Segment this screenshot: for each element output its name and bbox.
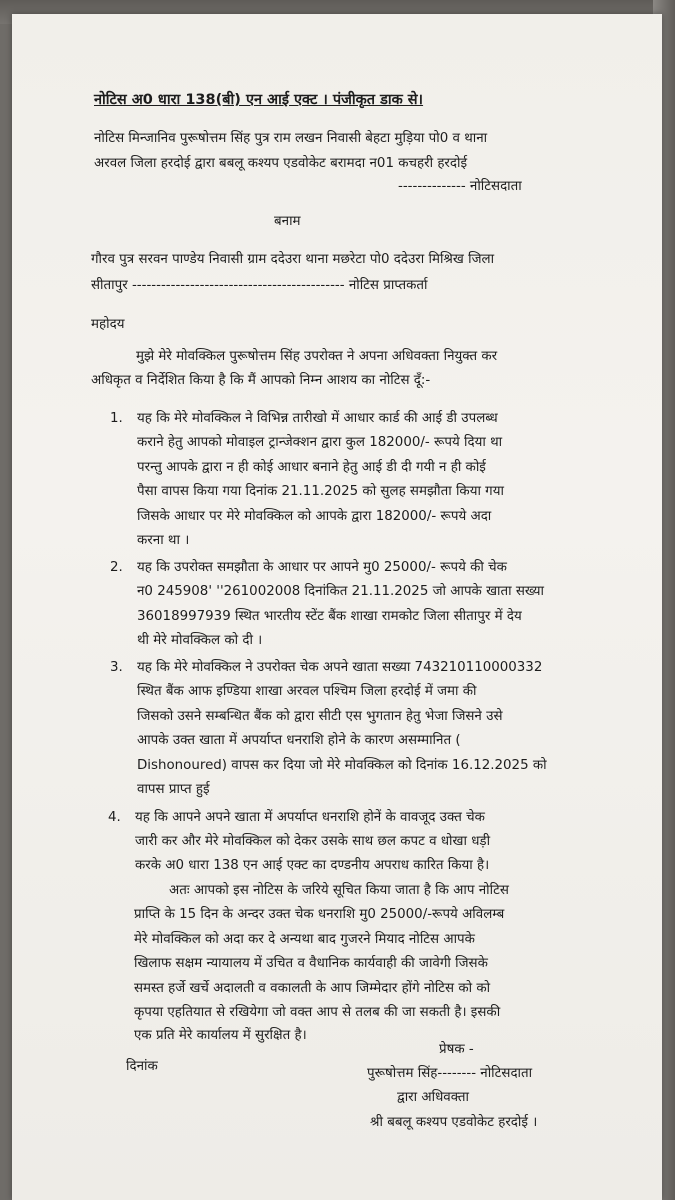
point-line: पैसा वापस किया गया दिनांक 21.11.2025 को सुलह समझौता किया गया xyxy=(137,484,504,499)
point-line: वापस प्राप्त हुई xyxy=(137,782,210,797)
point-line: कराने हेतु आपको मोवाइल ट्रान्जेक्शन द्वारा कुल 182000/- रूपये दिया था xyxy=(137,435,503,450)
point-number: 1. xyxy=(110,411,123,426)
notice-heading: नोटिस अ0 धारा 138(बी) एन आई एक्ट । पंजीकृत डाक से। xyxy=(94,92,424,108)
point-line: 36018997939 स्थित भारतीय स्टेंट बैंक शाखा रामकोट जिला सीतापुर में देय xyxy=(137,609,522,624)
sender-line: अरवल जिला हरदोई द्वारा बबलू कश्यप एडवोकेट बरामदा न01 कचहरी हरदोई xyxy=(94,156,468,171)
closing-line: खिलाफ सक्षम न्यायालय में उचित व वैधानिक कार्यवाही की जावेगी जिसके xyxy=(134,956,488,971)
salutation: महोदय xyxy=(91,317,125,332)
closing-line: प्राप्ति के 15 दिन के अन्दर उक्त चेक धनराशि मु0 25000/-रूपये अविलम्ब xyxy=(134,907,505,922)
recipient-line: गौरव पुत्र सरवन पाण्डेय निवासी ग्राम ददेउरा थाना मछरेटा पो0 ददेउरा मिश्रिख जिला xyxy=(91,252,495,267)
point-line: परन्तु आपके द्वारा न ही कोई आधार बनाने हेतु आई डी दी गयी न ही कोई xyxy=(137,460,486,475)
point-line: यह कि उपरोक्त समझौता के आधार पर आपने मु0 25000/- रूपये की चेक xyxy=(137,560,507,575)
intro-line: मुझे मेरे मोवक्किल पुरूषोत्तम सिंह उपरोक्त ने अपना अधिवक्ता नियुक्त कर xyxy=(136,349,498,364)
point-line: Dishonoured) वापस कर दिया जो मेरे मोवक्किल को दिनांक 16.12.2025 को xyxy=(137,758,547,773)
signature-line: द्वारा अधिवक्ता xyxy=(397,1090,470,1105)
point-line: करके अ0 धारा 138 एन आई एक्ट का दण्डनीय अपराध कारित किया है। xyxy=(135,858,490,873)
point-line: जिसको उसने सम्बन्धित बैंक को द्वारा सीटी एस भुगतान हेतु भेजा जिसने उसे xyxy=(137,709,503,724)
point-line: जिसके आधार पर मेरे मोवक्किल को आपके द्वारा 182000/- रूपये अदा xyxy=(137,509,492,524)
sender-line: नोटिस मिन्जानिव पुरूषोत्तम सिंह पुत्र राम लखन निवासी बेहटा मुड़िया पो0 व थाना xyxy=(94,131,488,146)
versus-label: बनाम xyxy=(274,214,301,229)
signature-line: श्री बबलू कश्यप एडवोकेट हरदोई । xyxy=(370,1115,538,1130)
point-line: आपके उक्त खाता में अपर्याप्त धनराशि होने के कारण असम्मानित ( xyxy=(137,733,461,748)
signature-line: पुरूषोत्तम सिंह-------- नोटिसदाता xyxy=(367,1066,533,1081)
point-line: न0 245908' ''261002008 दिनांकित 21.11.2025 जो आपके खाता सख्या xyxy=(137,584,544,599)
point-line: यह कि मेरे मोवक्किल ने उपरोक्त चेक अपने खाता सख्या 743210110000332 xyxy=(137,660,543,675)
closing-line: समस्त हर्जे खर्चे अदालती व वकालती के आप जिम्मेदार होंगे नोटिस को को xyxy=(134,981,491,996)
closing-line: एक प्रति मेरे कार्यालय में सुरक्षित है। xyxy=(134,1028,307,1043)
closing-line: कृपया एहतियात से रखियेगा जो वक्त आप से तलब की जा सकती है। इसकी xyxy=(134,1005,501,1020)
closing-line: अतः आपको इस नोटिस के जरिये सूचित किया जाता है कि आप नोटिस xyxy=(169,883,509,898)
sender-designation: -------------- नोटिसदाता xyxy=(398,179,522,194)
point-line: यह कि मेरे मोवक्किल ने विभिन्न तारीखो में आधार कार्ड की आई डी उपलब्ध xyxy=(137,411,498,426)
recipient-line: सीतापुर -------------------------------------------- नोटिस प्राप्तकर्ता xyxy=(91,278,428,293)
point-line: स्थित बैंक आफ इण्डिया शाखा अरवल पश्चिम जिला हरदोई में जमा की xyxy=(137,684,477,699)
date-label: दिनांक xyxy=(126,1059,158,1074)
point-line: थी मेरे मोवक्किल को दी । xyxy=(137,633,263,648)
intro-line: अधिकृत व निर्देशित किया है कि मैं आपको निम्न आशय का नोटिस दूँ:- xyxy=(91,373,431,388)
point-number: 2. xyxy=(110,560,123,575)
notice-paper xyxy=(12,14,662,1200)
signature-line: प्रेषक - xyxy=(439,1042,474,1057)
closing-line: मेरे मोवक्किल को अदा कर दे अन्यथा बाद गुजरने मियाद नोटिस आपके xyxy=(134,932,475,947)
point-number: 4. xyxy=(108,810,121,825)
point-number: 3. xyxy=(110,660,123,675)
point-line: करना था । xyxy=(137,533,190,548)
point-line: यह कि आपने अपने खाता में अपर्याप्त धनराशि होनें के वावजूद उक्त चेक xyxy=(135,810,485,825)
point-line: जारी कर और मेरे मोवक्किल को देकर उसके साथ छल कपट व धोखा धड़ी xyxy=(135,834,491,849)
